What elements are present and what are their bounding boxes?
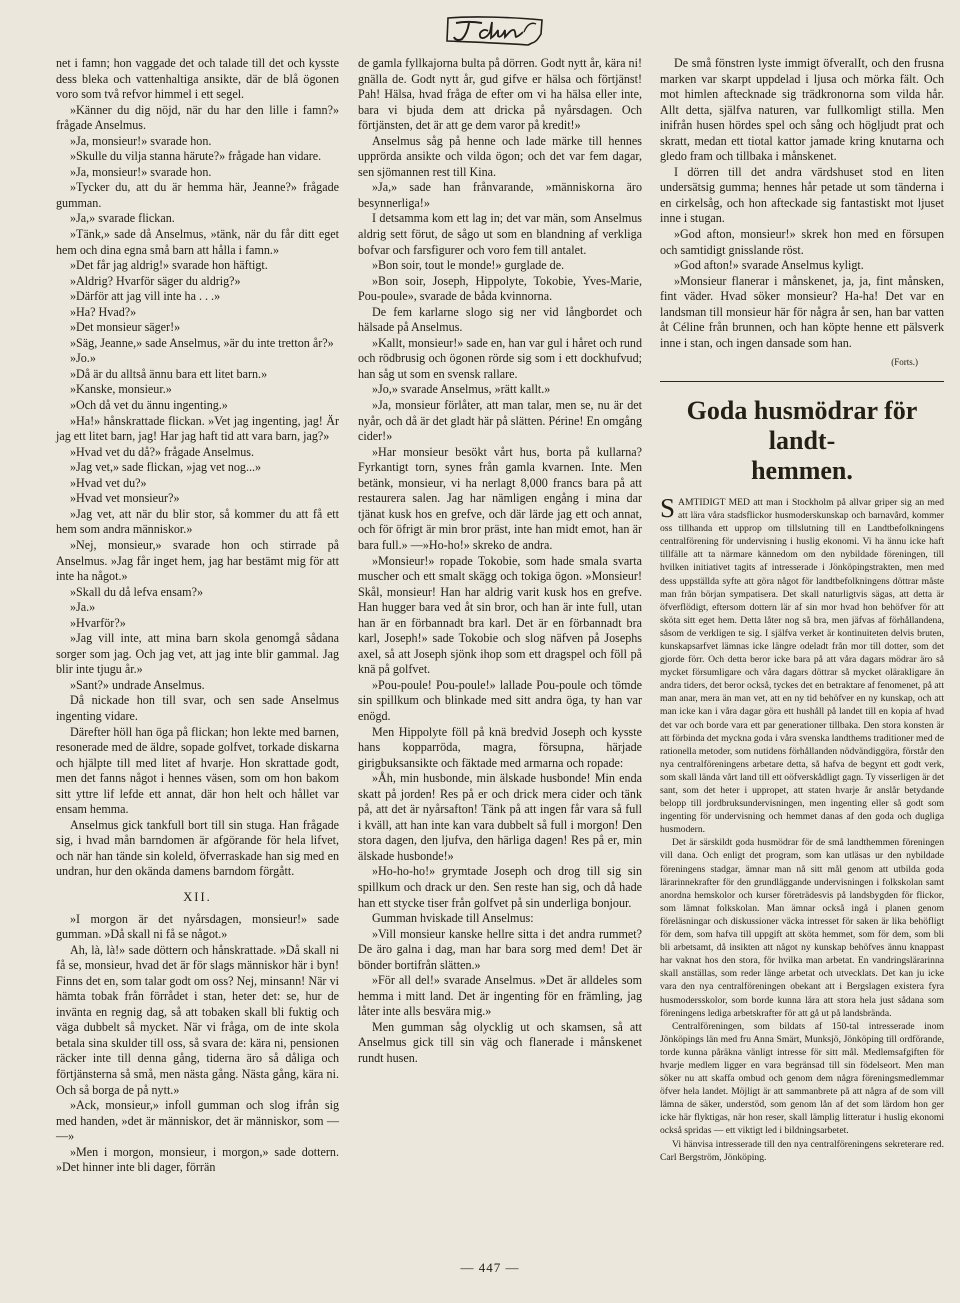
story-paragraph: Anselmus såg på henne och lade märke till hennes upprörda ansikte och vilda ögon; och det var fem dagar, sen sjömannen rest till Kina. bbox=[358, 133, 642, 179]
story-paragraph: »Jag vet,» sade flickan, »jag vet nog...» bbox=[70, 460, 262, 475]
story-paragraph: »Skulle du vilja stanna härute?» frågade han vidare. bbox=[70, 149, 322, 164]
story-paragraph: »Vill monsieur kanske hellre sitta i det andra rummet? De äro galna i dag, man har bara sorg med dem! Det är bönder bortifrån slätten.» bbox=[358, 926, 642, 972]
idun-logo-signature bbox=[442, 14, 548, 48]
story-paragraph: »Ja,» sade han frånvarande, »människorna äro besynnerliga!» bbox=[358, 180, 642, 210]
story-paragraph: »Jo.» bbox=[70, 351, 96, 366]
story-paragraph: »Och då vet du ännu ingenting.» bbox=[70, 398, 228, 413]
story-paragraph: »Monsieur flanerar i månskenet, ja, ja, fint månsken, fint väder. Hvad söker monsieur? Ha-ha! Det var en landsman till monsieur här för några år sen, han bar vatten åt Céline från brunnen, och han köpte henne ett pälsverk inne i stan, och ingen dansade som han. bbox=[660, 273, 944, 350]
story-paragraph: Gumman hviskade till Anselmus: bbox=[372, 911, 534, 926]
story-paragraph: »Därför att jag vill inte ha . . .» bbox=[70, 289, 221, 304]
story-paragraph: Anselmus gick tankfull bort till sin stuga. Han frågade sig, i hvad mån barndomen är afgörande för hela lifvet, och när han tände sin koleld, öfverraskade han sig med en undran, hur den okända damens barndom förgått. bbox=[56, 817, 339, 879]
story-paragraph: »Tänk,» sade då Anselmus, »tänk, när du får ditt eget hem och dina egna små barn att hålla i famn.» bbox=[56, 227, 339, 257]
story-paragraph: »Monsieur!» ropade Tokobie, som hade smala svarta muscher och ett smalt skägg och tokiga ögon. »Monsieur! Skål, monsieur! Han har aldrig varit kusk hos en grefve. Han hugger bara ved åt sin bror, och han är inte full, utan han är en förbannadt bra karl. Det är en förbannadt bra karl, Joseph!» sade Tokobie och slog näfven på Josephs axel, så att Joseph sjönk ihop som ett dragspel och föll på knä på golfvet. bbox=[358, 553, 642, 677]
story-paragraph: »Känner du dig nöjd, när du har den lille i famn?» frågade Anselmus. bbox=[56, 102, 339, 133]
story-paragraph: »God afton!» svarade Anselmus kyligt. bbox=[674, 258, 864, 273]
story-column-3 bbox=[660, 56, 944, 1164]
story-paragraph: »Tycker du, att du är hemma här, Jeanne?» frågade gumman. bbox=[56, 180, 339, 210]
story-paragraph: »Jag vet, att när du blir stor, så kommer du att få ett hem som andra människor.» bbox=[56, 506, 339, 537]
story-column-1 bbox=[56, 56, 339, 1176]
story-paragraph: »I morgon är det nyårsdagen, monsieur!» sade gumman. »Då skall ni få se något.» bbox=[56, 911, 339, 942]
story-column-3-text bbox=[660, 56, 944, 351]
masthead-logo bbox=[442, 14, 548, 48]
drop-cap: S bbox=[660, 492, 676, 523]
story-paragraph: »Då är du alltså ännu bara ett litet barn.» bbox=[70, 366, 268, 381]
story-paragraph: »God afton, monsieur!» skrek hon med en försupen och samtidigt gnisslande röst. bbox=[660, 227, 944, 257]
story-paragraph: »Ack, monsieur,» infoll gumman och slog ifrån sig med handen, »det är människor, det är människor, som — —» bbox=[56, 1098, 339, 1144]
story-paragraph: »Aldrig? Hvarför säger du aldrig?» bbox=[70, 273, 241, 288]
story-paragraph: »Ha? Hvad?» bbox=[70, 304, 137, 319]
section-divider bbox=[660, 381, 944, 382]
article-paragraph: Det är särskildt goda husmödrar för de små landthemmen föreningen vill dana. Och enligt det program, som kan utläsas ur den nybildade föreningens stadgar, ämnar man nå sitt mål genom att utbilda goda lärarinnekrafter för den grundläggande undervisningen i folkskolan samt anordna hemskolor och kurser företrädesvis på landsbygden för flickor, som lämnat folkskolan. Man ämnar också ingå i planen genom föreläsningar och diskussioner väcka intresset för saken är lika behöfligt för dem, som hafva till uppgift att sköta hemmet, som för dem, som bli bli arbetsamt, då insikten att något ny kunskap behöfves ännu knappast har vaknat hos den stora, för hvilka man arbetat. En vandringslärarinna skall anställas, som reder länge arbetat och utvecklats. Det kan ju icke vara den nya centralföreningen obekant att i Bergslagen existera fyra husmodersskolor, som borde kunna lära att stora hela just sådana som föreningens lediga arbetskrafter för att gå ut på landsbrända. bbox=[660, 837, 944, 1019]
story-paragraph: I dörren till det andra värdshuset stod en liten undersätsig gumma; hennes hår petade ut som tänderna i en cirkelsåg, och hon afteckade sig fantastiskt mot ljuset inne i stugan. bbox=[660, 164, 944, 226]
story-paragraph: I detsamma kom ett lag in; det var män, som Anselmus aldrig sett förut, de sågo ut som en blandning af verkliga bofvar och farsfigurer och voro fem till antalet. bbox=[358, 211, 642, 257]
story-paragraph: »Ho-ho-ho!» grymtade Joseph och drog till sig sin spillkum och drack ur den. Sen reste han sig, och då hade han ett stycke tiser från golfvet på sin underliga bonjour. bbox=[358, 864, 642, 910]
story-paragraph: »Det monsieur säger!» bbox=[70, 320, 181, 335]
story-paragraph: »Ja.» bbox=[70, 600, 96, 615]
article-paragraph: Centralföreningen, som bildats af 150-tal intresserade inom Jönköpings län med fru Anna Smärt, Munksjö, Jönköping till ordförande, torde kunna påräkna vänligt intresse för sitt mål. Medlemsafgiften för hvarje medlem ligger en vara begränsad till sin födelseort. Men man söker nu att skaffa ombud och genom dem några föreningsmedlemmar öfver hela landet. Möjligt är att sammanbrete på att några af de som vill lämna de säker, understöd, som genom lån af det som lärdom hon ger icke här flyktigas, när hon reser, skall lämplig litteratur i huslig ekonomi också spridas — ett viktigt led i bildningsarbetet. bbox=[660, 1020, 944, 1137]
article-lead-paragraph bbox=[660, 492, 944, 836]
story-paragraph: »Nej, monsieur,» svarade hon och stirrade på Anselmus. »Jag får inget hem, jag har bestämt mig för att inte ha något.» bbox=[56, 537, 339, 584]
story-paragraph: »Bon soir, tout le monde!» gurglade de. bbox=[372, 258, 565, 273]
article-body bbox=[660, 492, 944, 1164]
story-paragraph: »Åh, min husbonde, min älskade husbonde! Min enda skatt på jorden! Res på er och drick mera cider och tänk på, att det är nyårsafton! Tänk på att ingen får vara så full i kväll, att han inte kan vara dubbelt så full i morgon! Den stora dagen, den ljufva, den härliga dagen! Res på er, min älskade husbonde!» bbox=[358, 771, 642, 863]
story-paragraph: »Ha!» hånskrattade flickan. »Vet jag ingenting, jag! Är jag ett litet barn, jag! Har jag haft tid att vara barn, jag?» bbox=[56, 413, 339, 444]
story-paragraph: »Jo,» svarade Anselmus, »rätt kallt.» bbox=[372, 382, 551, 397]
story-paragraph: net i famn; hon vaggade det och talade till det och kysste dess bleka och vattenhaltiga ansikte, där de blå ögonen voro som två refvor himmel i ett segel. bbox=[56, 56, 339, 102]
story-paragraph: Då nickade hon till svar, och sen sade Anselmus ingenting vidare. bbox=[56, 693, 339, 723]
story-paragraph: Ah, là, là!» sade döttern och hånskrattade. »Då skall ni få se, monsieur, hvad det är för slags människor här i byn! Finns det en, som talar godt om oss? Nej, minsann! När vi hämta tobak från förrådet i stan, heter det: se, hur de inväntа en regnig dag, så att tobaken skall bli fuktig och väga dubbelt så mycket. När vi fråga, om de inte skola betala sina skulder till oss, så svara de: kära ni, pensionen räcker inte till denna gång, tiderna äro så dåliga och förtjänsterna så små, men nästa gång. Nästa gång, kära ni. Och så borga de på nytt.» bbox=[56, 942, 339, 1097]
story-paragraph: »Sant?» undrade Anselmus. bbox=[70, 677, 205, 692]
story-paragraph: »Pou-poule! Pou-poule!» lallade Pou-poule och tömde sin spillkum och blinkade med sitt andra öga, ty han var enögd. bbox=[358, 677, 642, 723]
page-number: — 447 — bbox=[460, 1260, 520, 1275]
story-paragraph: »Ja, monsieur!» svarade hon. bbox=[70, 133, 212, 148]
story-paragraph: »Ja, monsieur förlåter, att man talar, men se, nu är det nyår, och då är det gladt här på slätten. Périne! En omgång cider!» bbox=[358, 398, 642, 444]
story-paragraph: »För all del!» svarade Anselmus. »Det är alldeles som hemma i mitt land. Det är ingenting för en främling, jag låter inte alls besvära mig.» bbox=[358, 973, 642, 1019]
story-paragraph: »Ja,» svarade flickan. bbox=[70, 211, 175, 226]
story-paragraph: »Har monsieur besökt vårt hus, borta på kullarna? Fyrkantigt torn, synes från gamla kvarnen. Inte. Men betänk, monsieur, vi ha nerlagt 8,000 francs bara på att restaurera salen. Jag har nämligen engång i mina dar tjänat kusk hos en grefve, och där lärde jag ett och annat, och för öfrigt är min bror präst, inte han midt emot, han är bara full.» —»Ho-ho!» skreko de andra. bbox=[358, 444, 642, 552]
story-paragraph: »Kallt, monsieur!» sade en, han var gul i håret och rund och rödbrusig och ögonen rörde sig som i ett dockhufvud; han såg ut som en svensk rallare. bbox=[358, 335, 643, 381]
story-column-2 bbox=[358, 56, 642, 1067]
story-paragraph: »Jag vill inte, att mina barn skola genomgå sådana sorger som jag. Och jag vet, att jag inte blir gammal. Jag blir inte tjugu år.» bbox=[56, 631, 339, 677]
story-paragraph: »Men i morgon, monsieur, i morgon,» sade dottern. »Det hinner inte bli dager, förrän bbox=[56, 1144, 339, 1175]
story-paragraph: »Kanske, monsieur.» bbox=[70, 382, 172, 397]
story-paragraph: De små fönstren lyste immigt öfveralIt, och den frusna marken var skarpt uppdelad i ljusa och mörka fält. Och mot himlen aftecknade sig trädkronorna som vilda hår. Allt detta, själfva naturen, var fullkomligt stilla. Men inifrån husen hördes spel och sång och högljudt prat och skratt, medan ett tiotal kattor jamade kring knutarna och gledo fram och tillbaka i månskenet. bbox=[660, 56, 944, 164]
story-paragraph: »Det får jag aldrig!» svarade hon häftigt. bbox=[70, 258, 268, 273]
story-paragraph: De fem karlarne slogo sig ner vid långbordet och hälsade på Anselmus. bbox=[358, 304, 642, 335]
story-paragraph: »Skall du då lefva ensam?» bbox=[70, 584, 203, 599]
article-paragraph: Vi hänvisa intresserade till den nya centralföreningens sekreterare red. Carl Bergström, Jönköping. bbox=[660, 1138, 944, 1163]
story-paragraph: »Hvarför?» bbox=[70, 615, 126, 630]
story-paragraph: Men gumman såg olycklig ut och skamsen, så att Anselmus gick till sin väg och flanerade i månskenet rundt husen. bbox=[358, 1019, 642, 1065]
story-paragraph: »Hvad vet du då?» frågade Anselmus. bbox=[70, 444, 255, 459]
story-paragraph: »Hvad vet monsieur?» bbox=[70, 491, 180, 506]
story-paragraph: »Hvad vet du?» bbox=[70, 475, 147, 490]
story-paragraph: Men Hippolyte föll på knä bredvid Joseph och kysste hans kopparröda, magra, försupna, härjade girigbuksansikte och fäktade med armarna och ropade: bbox=[358, 724, 642, 770]
continued-note: (Forts.) bbox=[891, 357, 918, 368]
story-paragraph: »Bon soir, Joseph, Hippolyte, Tokobie, Yves-Marie, Pou-poule», svarade de båda kvinnorna. bbox=[358, 273, 642, 304]
article-lead-text: AMTIDIGT MED att man i Stockholm på allvar griper sig an med att lära våra stadsflickor husmoderskunskap och barnavård, kommer oss tillhanda ett upprop om tillslutning till en Landtbefolkningens centralförening för undervisning i huslig ekonomi. Vi ha ännu icke haft tillfälle att ta närmare kännedom om den nybildade föreningen, till hvilken initiativet tagits af intresserade i Jönköpingstrakten, men med dess uppställda syfte att göra något för landtbefolkningens döttrar måste man från början sympatisera. Det skall naturligtvis sägas, att detta är öfverflödigt, eftersom dottern lär af sin mor hvad hon behöfver för att sköta sitt eget hem. Detta låter nog så bra, men jäfvas af förhållandena, såsom de verkligen te sig. I själfva verket är kontinuiteten delvis bruten, kunskapsarfvet lämnas icke längre odeladt från mor till dotter, som det gjorde förr. Och detta beror icke bara på att våra dagars mödrar äro så mycket försumligare och våra dagars döttrar så mycket olärakligare än andra tiders, det beror också, tyckes det en betraktare af fenomenet, på att man anar, mera än man vet, att en ny tid behöfver en ny kunskap, och att man icke kan i våra dagar göra ett hushåll på landet till en kopia af hvad det var och borde vara ett par generationer tillbaka. Den stora konsten är att förbinda det myckna goda i våra svenska landthems traditioner med de rationella metoder, som nutidens förhållanden nödvändiggöra, förstår den nya centralföreningens arbetare detta, så hafva de begynt ett godt verk, som skall lända vårt land till ett oöfverskådligt gagn. Ty visserligen är det sant, som det heter i uppropet, att staten hvarje år anslår betydande belopp till jordbruksundervisningen, men ingenting eller så godt som ingenting för undervisning och hemmet danas af den goda och dugliga husmodern. bbox=[660, 496, 944, 836]
article-headline-line2: hemmen. bbox=[751, 455, 853, 485]
story-paragraph: de gamla fyllkajorna bulta på dörren. Godt nytt år, kära ni! gnälla de. Godt nytt år, gud gifve er hälsa och förtjänst! Pah! Hälsa, hvad fråga de efter om vi ha hälsa eller inte, bara vi bjuda dem att dricka på nyårsdagen. Och förtjänsten, det är att ge dem varor på kredit!» bbox=[358, 56, 642, 133]
story-paragraph: »Ja, monsieur!» svarade hon. bbox=[70, 164, 212, 179]
story-paragraph: Därefter höll han öga på flickan; hon lekte med barnen, resonerade med de äldre, sopade golfvet, torkade diskarna och hjälpte till med litet af hvarje. Hon skrattade godt, men det fanns något i hennes väsen, som om hon bakom sitt yttre lif lefde ett annat, där hon helt och hållet var ensam hemma. bbox=[56, 724, 339, 817]
chapter-heading: XII. bbox=[183, 889, 212, 904]
story-paragraph: »Säg, Jeanne,» sade Anselmus, »är du inte tretton år?» bbox=[70, 335, 334, 350]
article-headline bbox=[660, 396, 944, 486]
article-headline-line1: Goda husmödrar för landt- bbox=[686, 395, 918, 455]
